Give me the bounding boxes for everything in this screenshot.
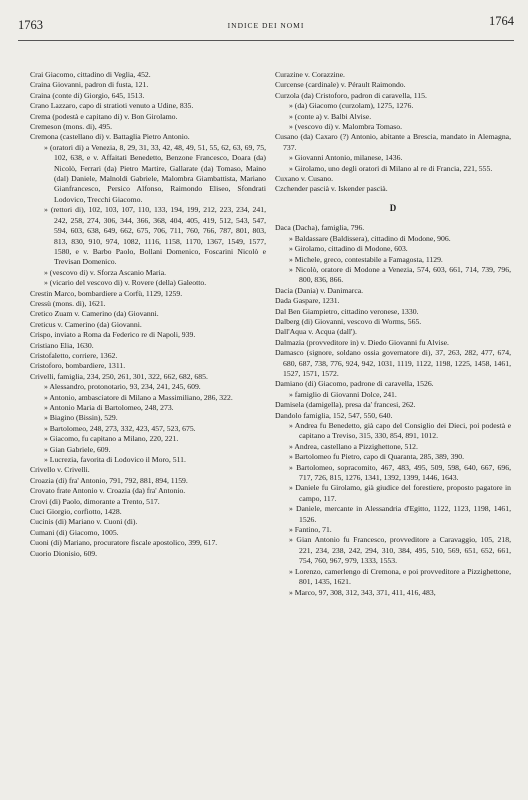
index-entry: Cremona (castellano di) v. Battaglia Pietro Antonio.: [30, 132, 190, 142]
index-entry: Craina Giovanni, padron di fusta, 121.: [30, 80, 149, 90]
index-column-right-bottom: [275, 223, 511, 598]
index-subentry: » Antonio Maria di Bartolomeo, 248, 273.: [44, 403, 174, 412]
index-subentry: » Andrea fu Benedetto, già capo del Consiglio dei Dieci, poi podestà e capitano a Treviso, 315, 330, 854, 891, 1012.: [289, 421, 511, 441]
index-subentry: » Nicolò, oratore di Modone a Venezia, 574, 603, 661, 714, 739, 796, 800, 836, 866.: [289, 264, 511, 285]
index-entry: Damiano (di) Giacomo, padrone di caravella, 1526.: [275, 379, 434, 389]
index-subentry: » Antonio, ambasciatore di Milano a Massimiliano, 286, 322.: [44, 392, 233, 402]
index-entry: Curcense (cardinale) v. Pérault Raimondo.: [275, 80, 406, 90]
index-subentry: » Bartolomeo fu Pietro, capo di Quaranta, 285, 389, 390.: [289, 452, 465, 462]
index-subentry: » Gian Antonio fu Francesco, provveditore a Caravaggio, 105, 218, 221, 234, 238, 242, 294, 310, 384, 495, 510, 569, 651, 652, 661, 754, 760, 967, 979, 1333, 1553.: [289, 535, 511, 566]
page-header: [18, 14, 514, 41]
index-subentry: » Giovanni Antonio, milanese, 1436.: [289, 153, 403, 163]
index-subentry: » Girolamo, cittadino di Modone, 603.: [289, 244, 408, 254]
index-entry: Cuoni (di) Mariano, procuratore fiscale apostolico, 399, 617.: [30, 538, 218, 548]
index-subentry: » Bartolomeo, 248, 273, 332, 423, 457, 523, 675.: [44, 423, 196, 433]
index-subentry: » Lucrezia, favorita di Lodovico il Moro, 511.: [44, 455, 186, 465]
index-entry: Damisela (damigella), presa da' francesi, 262.: [275, 400, 416, 410]
index-subentry: » Andrea, castellano a Pizzighettone, 512.: [289, 441, 418, 451]
index-subentry: » famiglio di Giovanni Dolce, 241.: [289, 389, 397, 399]
index-entry: Dacia (Dania) v. Danimarca.: [275, 285, 364, 295]
index-subentry: » Gian Gabriele, 609.: [44, 444, 111, 454]
running-title: INDICE DEI NOMI: [227, 21, 305, 30]
index-subentry: » Baldassare (Baldissera), cittadino di Modone, 906.: [289, 233, 451, 243]
index-entry: Crai Giacomo, cittadino di Veglia, 452.: [30, 70, 151, 79]
index-subentry: » (da) Giacomo (curzolam), 1275, 1276.: [289, 101, 414, 111]
index-entry: Curazine v. Corazzine.: [275, 70, 345, 79]
index-entry: Crano Lazzaro, capo di stratioti venuto a Udine, 835.: [30, 101, 194, 111]
index-subentry: » Bartolomeo, sopracomito, 467, 483, 495, 509, 598, 640, 667, 696, 717, 726, 815, 1276, 1341, 1392, 1399, 1446, 1643.: [289, 462, 511, 483]
page-number-right: 1764: [489, 14, 514, 28]
page-number-left: 1763: [18, 18, 43, 32]
index-subentry: » (oratori di) a Venezia, 8, 29, 31, 33, 42, 48, 49, 51, 55, 62, 63, 69, 75, 102, 638, e v. Affaitati Benedetto, Benzone Francesco, Doara (da) Nicolò, Ferrari (da) Pietro Martire, Gallarate (da) Tomaso, Maino (dal) Daniele, Malnoldi Gabriele, Malombra Giambattista, Mariano Gianfrancesco, Persico Alfonso, Raimondo Eliseo, Sfondrati Lodovico, Trecchi Giacomo.: [44, 142, 266, 204]
index-entry: Cuorio Dionisio, 609.: [30, 548, 98, 558]
index-entry: Cristoforo, bombardiere, 1311.: [30, 361, 126, 371]
index-entry: Dada Gaspare, 1231.: [275, 296, 340, 306]
index-subentry: » Daniele fu Girolamo, già giudice del forestiere, proposto pagatore in campo, 117.: [289, 483, 511, 503]
index-entry: Damasco (signore, soldano ossia governatore di), 37, 263, 282, 477, 674, 680, 687, 738, 776, 924, 942, 1031, 1119, 1122, 1198, 1225, 1458, 1461, 1527, 1571, 1572.: [275, 348, 511, 378]
index-entry: Czchender pascià v. Iskender pascià.: [275, 184, 388, 194]
index-entry: Crema (podestà e capitano di) v. Bon Girolamo.: [30, 111, 178, 121]
index-column-right: [275, 70, 511, 598]
index-entry: Crestin Marco, bombardiere a Corfù, 1129, 1259.: [30, 288, 183, 298]
index-subentry: » Alessandro, protonotario, 93, 234, 241, 245, 609.: [44, 382, 201, 392]
index-subentry: » Giacomo, fu capitano a Milano, 220, 221.: [44, 434, 179, 444]
index-entry: Cremeson (mons. di), 495.: [30, 122, 112, 132]
index-entry: Cretico Zuam v. Camerino (da) Giovanni.: [30, 309, 159, 319]
index-subentry: » Marco, 97, 308, 312, 343, 371, 411, 416, 483,: [289, 587, 436, 597]
index-entry: Crivello v. Crivelli.: [30, 465, 90, 475]
index-entry: Cristiano Elia, 1630.: [30, 340, 94, 350]
index-entry: Craina (conte di) Giorgio, 645, 1513.: [30, 90, 145, 100]
index-entry: Cusano (da) Caxaro (?) Antonio, abitante a Brescia, mandato in Alemagna, 737.: [275, 132, 511, 152]
index-subentry: » Fantino, 71.: [289, 525, 332, 535]
index-entry: Daca (Dacha), famiglia, 796.: [275, 223, 365, 233]
index-subentry: » (vicario del vescovo di) v. Rovere (della) Galeotto.: [44, 278, 207, 288]
index-entry: Cuci Giorgio, corfiotto, 1428.: [30, 507, 122, 517]
index-entry: Dalberg (di) Giovanni, vescovo di Worms, 565.: [275, 316, 422, 326]
index-column-left: [30, 70, 266, 559]
index-subentry: » Lorenzo, camerlengo di Cremona, e poi provveditore a Pizzighettone, 801, 1435, 1621.: [289, 566, 511, 587]
index-column-right-top: [275, 70, 511, 195]
index-entry: Dall'Aqua v. Acqua (dall').: [275, 327, 357, 337]
index-entry: Crovi (di) Paolo, dimorante a Trento, 517.: [30, 496, 160, 506]
index-subentry: » Girolamo, uno degli oratori di Milano al re di Francia, 221, 555.: [289, 163, 493, 173]
index-entry: Crivelli, famiglia, 234, 250, 261, 301, 322, 662, 682, 685.: [30, 371, 208, 381]
index-entry: Creticus v. Camerino (da) Giovanni.: [30, 319, 142, 329]
index-subentry: » Daniele, mercante in Alessandria d'Egitto, 1122, 1123, 1198, 1461, 1526.: [289, 504, 511, 524]
index-entry: Curzola (da) Cristoforo, padron di caravella, 115.: [275, 90, 427, 100]
index-entry: Croazia (di) fra' Antonio, 791, 792, 881, 894, 1159.: [30, 475, 188, 485]
index-entry: Dandolo famiglia, 152, 547, 550, 640.: [275, 410, 393, 420]
index-entry: Crovato frate Antonio v. Croazia (da) fra' Antonio.: [30, 486, 186, 496]
index-entry: Cuxano v. Cusano.: [275, 174, 334, 184]
index-subentry: » (conte a) v. Balbi Alvise.: [289, 111, 372, 121]
index-subentry: » (vescovo di) v. Sforza Ascanio Maria.: [44, 267, 167, 277]
index-entry: Cristofaletto, corriere, 1362.: [30, 350, 118, 360]
index-subentry: » (rettori di), 102, 103, 107, 110, 133, 194, 199, 212, 223, 234, 241, 242, 258, 274, 306, 344, 366, 368, 404, 405, 419, 512, 543, 547, 594, 603, 638, 649, 662, 675, 706, 711, 760, 766, 787, 801, 803, 813, 830, 910, 974, 1082, 1116, 1158, 1170, 1367, 1549, 1577, 1580, e v. Barbo Paolo, Bollani Domenico, Foscarini Nicolò e Trevisan Domenico.: [44, 205, 266, 267]
section-letter: D: [389, 202, 397, 213]
index-subentry: » Biagino (Bissin), 529.: [44, 413, 118, 423]
index-entry: Crispo, inviato a Roma da Federico re di Napoli, 939.: [30, 330, 196, 340]
index-entry: Dal Ben Giampietro, cittadino veronese, 1330.: [275, 306, 419, 316]
index-entry: Dalmazia (provveditore in) v. Diedo Giovanni fu Alvise.: [275, 337, 449, 347]
index-subentry: » (vescovo di) v. Malombra Tomaso.: [289, 122, 403, 132]
index-entry: Cumani (di) Giacomo, 1005.: [30, 527, 119, 537]
index-entry: Cucinis (di) Mariano v. Cuoni (di).: [30, 517, 138, 527]
index-subentry: » Michele, greco, contestabile a Famagosta, 1129.: [289, 254, 443, 264]
index-entry: Cressù (mons. di), 1621.: [30, 298, 106, 308]
